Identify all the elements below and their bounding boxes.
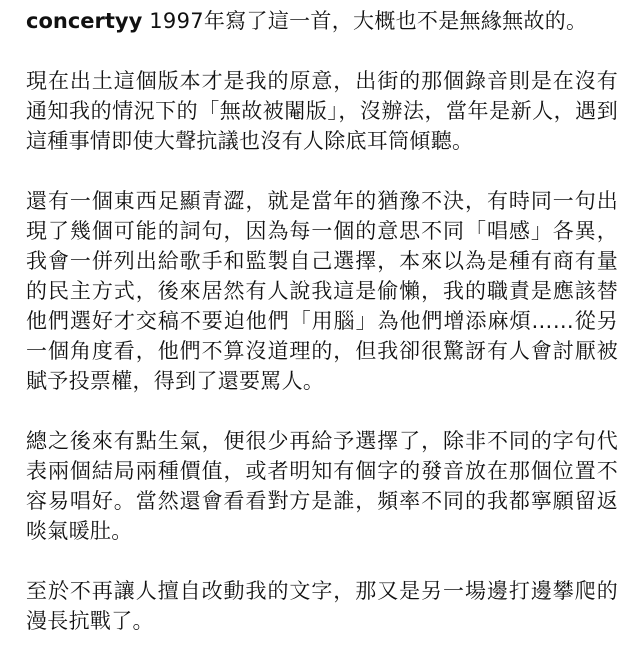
caption-paragraph-4: 總之後來有點生氣，便很少再給予選擇了，除非不同的字句代表兩個結局兩種價值，或者明知有個字的發音放在那個位置不容易唱好。當然還會看看對方是誰，頻率不同的我都寧願留返啖氣暖肚。 (26, 429, 618, 543)
caption-paragraph-5: 至於不再讓人擅自改動我的文字，那又是另一場邊打邊攀爬的漫長抗戰了。 (26, 579, 618, 633)
caption-paragraph-3: 還有一個東西足顯青澀，就是當年的猶豫不決，有時同一句出現了幾個可能的詞句，因為每一個的意思不同「唱感」各異，我會一併列出給歌手和監製自己選擇，本來以為是種有商有量的民主方式，後來居然有人說我這是偷懶，我的職責是應該替他們選好才交稿不要迫他們「用腦」為他們增添麻煩……從另一個角度看，他們不算沒道理的，但我卻很驚訝有人會討厭被賦予投票權，得到了還要罵人。 (26, 189, 618, 393)
caption-paragraph-2: 現在出土這個版本才是我的原意，出街的那個錄音則是在沒有通知我的情況下的「無故被閹版」，沒辦法，當年是新人，遇到這種事情即使大聲抗議也沒有人除底耳筒傾聽。 (26, 69, 618, 153)
post-caption (26, 6, 618, 666)
caption-paragraph-1 (26, 6, 618, 36)
caption-text-1: 1997年寫了這一首，大概也不是無緣無故的。 (142, 9, 588, 33)
username-link[interactable]: concertyy (26, 9, 143, 33)
